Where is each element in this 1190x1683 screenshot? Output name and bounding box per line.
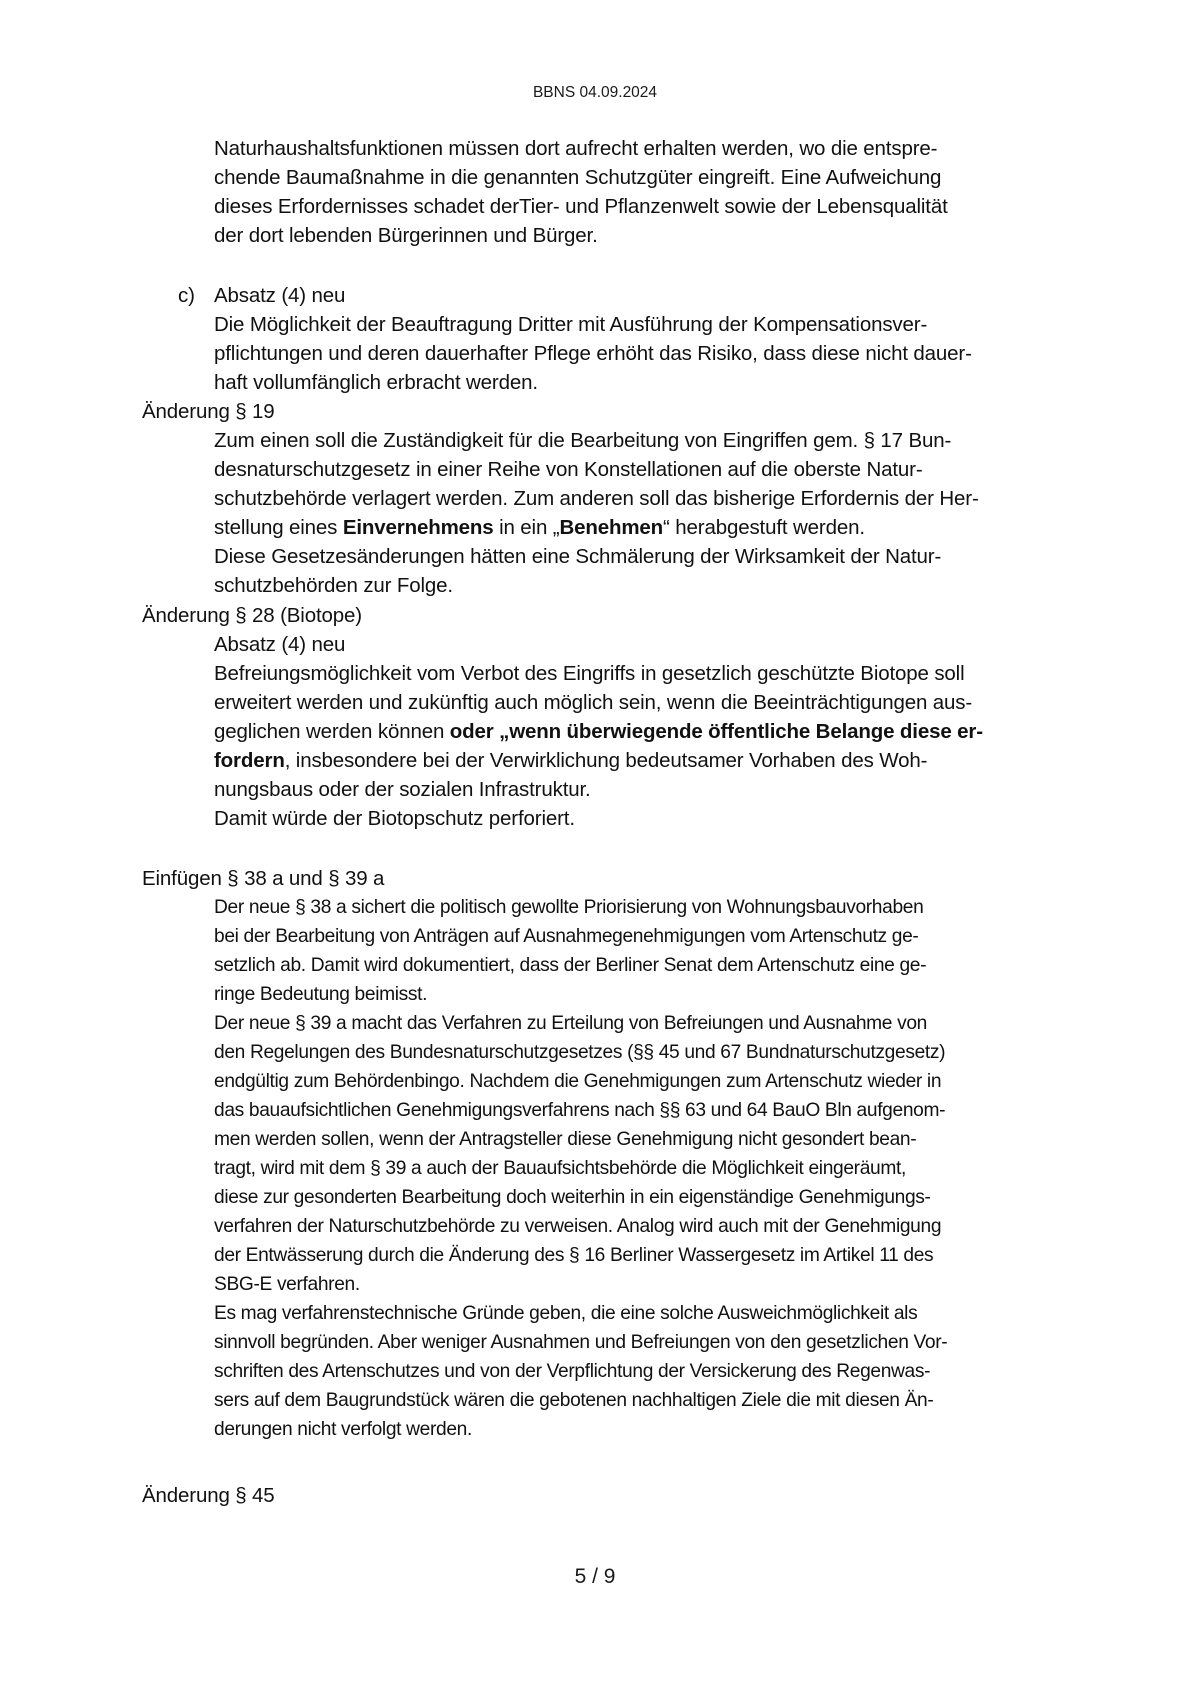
text-line: chende Baumaßnahme in die genannten Schutzgüter eingreift. Eine Aufweichung bbox=[214, 166, 942, 189]
subsection-title: Absatz (4) neu bbox=[214, 633, 346, 656]
text-run: , insbesondere bei der Verwirklichung bedeutsamer Vorhaben des Woh- bbox=[284, 749, 928, 772]
text-line: verfahren der Naturschutzbehörde zu verweisen. Analog wird auch mit der Genehmigung bbox=[214, 1216, 942, 1237]
text-line: desnaturschutzgesetz in einer Reihe von Konstellationen auf die oberste Natur- bbox=[214, 458, 923, 481]
text-line: der dort lebenden Bürgerinnen und Bürger. bbox=[214, 224, 598, 247]
bold-term-benehmen: Benehmen bbox=[559, 516, 664, 539]
section-heading: Änderung § 28 (Biotope) bbox=[142, 604, 362, 627]
section-heading: Einfügen § 38 a und § 39 a bbox=[142, 867, 385, 890]
text-line: endgültig zum Behördenbingo. Nachdem die Genehmigungen zum Artenschutz wieder in bbox=[214, 1071, 942, 1092]
bold-quote: oder „wenn überwiegende öffentliche Belange diese er- bbox=[449, 720, 983, 743]
text-line: Der neue § 38 a sichert die politisch gewollte Priorisierung von Wohnungsbauvorhaben bbox=[214, 897, 924, 918]
text-line: derungen nicht verfolgt werden. bbox=[214, 1419, 472, 1440]
text-line bbox=[214, 720, 983, 744]
text-line: SBG-E verfahren. bbox=[214, 1274, 360, 1295]
list-marker: c) bbox=[178, 284, 195, 307]
text-line: haft vollumfänglich erbracht werden. bbox=[214, 371, 538, 394]
subsection-title: Absatz (4) neu bbox=[214, 284, 346, 307]
text-line: men werden sollen, wenn der Antragsteller diese Genehmigung nicht gesondert bean- bbox=[214, 1129, 917, 1150]
bold-quote: fordern bbox=[214, 749, 285, 772]
text-line: dieses Erfordernisses schadet derTier- und Pflanzenwelt sowie der Lebensqualität bbox=[214, 195, 948, 218]
text-line: bei der Bearbeitung von Anträgen auf Ausnahmegenehmigungen vom Artenschutz ge- bbox=[214, 926, 919, 947]
text-line bbox=[214, 516, 865, 540]
text-line: den Regelungen des Bundesnaturschutzgesetzes (§§ 45 und 67 Bundnaturschutzgesetz) bbox=[214, 1042, 946, 1063]
text-run: geglichen werden können bbox=[214, 720, 450, 743]
text-line: ringe Bedeutung beimisst. bbox=[214, 984, 428, 1005]
text-run: “ herabgestuft werden. bbox=[663, 516, 865, 539]
text-line: setzlich ab. Damit wird dokumentiert, dass der Berliner Senat dem Artenschutz eine ge- bbox=[214, 955, 927, 976]
text-line: Naturhaushaltsfunktionen müssen dort aufrecht erhalten werden, wo die entspre- bbox=[214, 137, 938, 160]
text-line: nungsbaus oder der sozialen Infrastruktur. bbox=[214, 778, 591, 801]
text-line: Der neue § 39 a macht das Verfahren zu Erteilung von Befreiungen und Ausnahme von bbox=[214, 1013, 927, 1034]
text-line: diese zur gesonderten Bearbeitung doch weiterhin in ein eigenständige Genehmigungs- bbox=[214, 1187, 931, 1208]
section-heading: Änderung § 45 bbox=[142, 1484, 275, 1507]
text-line: Es mag verfahrenstechnische Gründe geben, die eine solche Ausweichmöglichkeit als bbox=[214, 1303, 918, 1324]
text-line: Befreiungsmöglichkeit vom Verbot des Eingriffs in gesetzlich geschützte Biotope soll bbox=[214, 662, 965, 685]
text-line: tragt, wird mit dem § 39 a auch der Bauaufsichtsbehörde die Möglichkeit eingeräumt, bbox=[214, 1158, 906, 1179]
text-line: das bauaufsichtlichen Genehmigungsverfahrens nach §§ 63 und 64 BauO Bln aufgenom- bbox=[214, 1100, 946, 1121]
page-number: 5 / 9 bbox=[574, 1565, 616, 1588]
text-line: schutzbehörde verlagert werden. Zum anderen soll das bisherige Erfordernis der Her- bbox=[214, 487, 979, 510]
text-line: sinnvoll begründen. Aber weniger Ausnahmen und Befreiungen von den gesetzlichen Vor- bbox=[214, 1332, 948, 1353]
text-run: in ein „ bbox=[493, 516, 560, 539]
text-line: Zum einen soll die Zuständigkeit für die Bearbeitung von Eingriffen gem. § 17 Bun- bbox=[214, 429, 952, 452]
text-line: pflichtungen und deren dauerhafter Pflege erhöht das Risiko, dass diese nicht dauer- bbox=[214, 342, 972, 365]
text-line: Die Möglichkeit der Beauftragung Dritter mit Ausführung der Kompensationsver- bbox=[214, 313, 928, 336]
text-line bbox=[214, 749, 927, 773]
text-line: schriften des Artenschutzes und von der Verpflichtung der Versickerung des Regenwas- bbox=[214, 1361, 931, 1382]
text-line: erweitert werden und zukünftig auch möglich sein, wenn die Beeinträchtigungen aus- bbox=[214, 691, 973, 714]
text-line: sers auf dem Baugrundstück wären die gebotenen nachhaltigen Ziele die mit diesen Än- bbox=[214, 1390, 934, 1411]
text-run: stellung eines bbox=[214, 516, 343, 539]
text-line: Diese Gesetzesänderungen hätten eine Schmälerung der Wirksamkeit der Natur- bbox=[214, 545, 942, 568]
text-line: der Entwässerung durch die Änderung des § 16 Berliner Wassergesetz im Artikel 11 des bbox=[214, 1245, 934, 1266]
page-header: BBNS 04.09.2024 bbox=[532, 84, 658, 101]
bold-term-einvernehmens: Einvernehmens bbox=[342, 516, 494, 539]
section-heading: Änderung § 19 bbox=[142, 400, 275, 423]
text-line: schutzbehörden zur Folge. bbox=[214, 574, 453, 597]
text-line: Damit würde der Biotopschutz perforiert. bbox=[214, 807, 575, 830]
